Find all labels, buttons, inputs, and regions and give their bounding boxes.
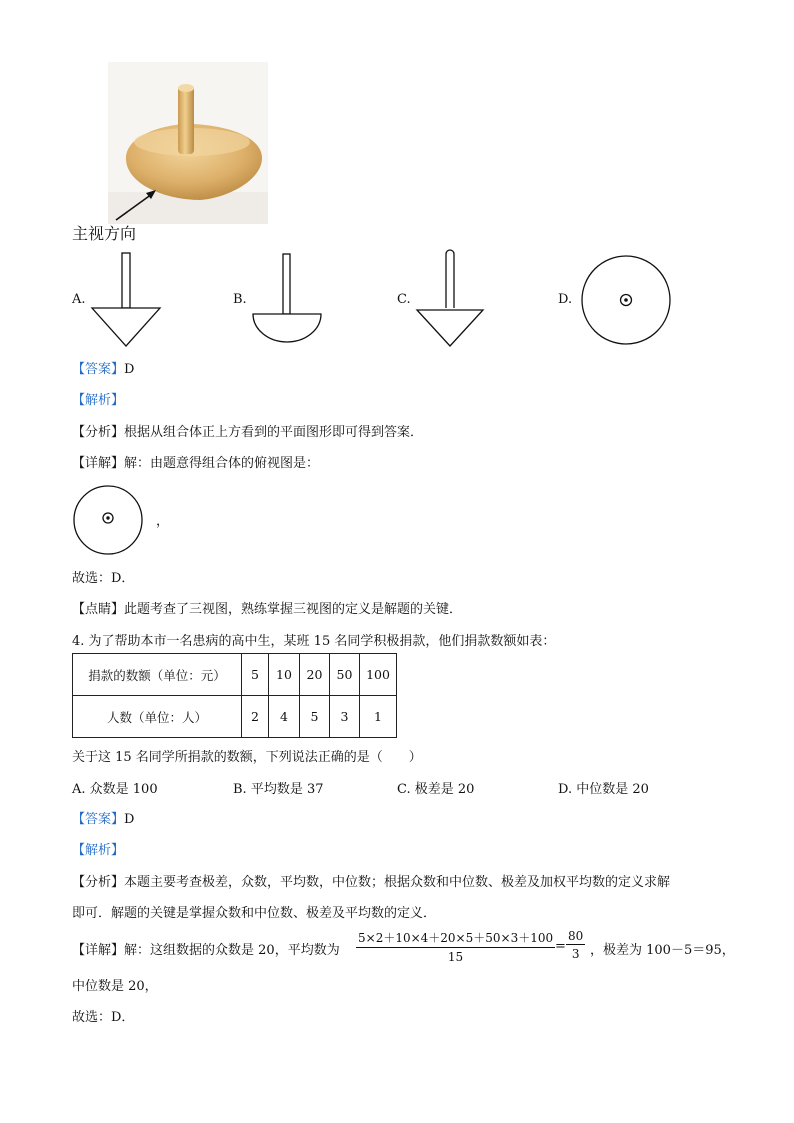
q4-answer-line [72, 808, 134, 827]
q3-fenxi-text: 根据从组合体正上方看到的平面图形即可得到答案． [124, 425, 424, 440]
q4-option-c: C. 极差是 20 [397, 782, 475, 797]
q4-option-b: B. 平均数是 37 [233, 782, 324, 797]
fenxi-tag: 【分析】 [72, 425, 125, 440]
range-text: ，极差为 100－5＝95， [590, 943, 735, 958]
xiangjie-tag: 【详解】 [72, 456, 125, 471]
view-direction-caption: 主视方向 [72, 224, 137, 243]
dianjing-tag: 【点睛】 [72, 602, 125, 617]
mean-numerator: 5×2＋10×4＋20×5＋50×3＋100 [356, 929, 555, 948]
fenxi-tag: 【分析】 [72, 875, 125, 890]
q4-fenxi-text-1: 本题主要考查极差，众数，平均数，中位数；根据众数和中位数、极差及加权平均数的定义求解 [124, 875, 671, 890]
q4-option-a: A. 众数是 100 [72, 782, 158, 797]
mean-denominator: 15 [447, 950, 464, 964]
answer-tag: 【答案】 [72, 812, 125, 827]
table-cell: 3 [330, 696, 360, 738]
analysis-tag: 【解析】 [72, 843, 125, 858]
table-cell: 50 [330, 654, 360, 696]
result-denominator: 3 [571, 947, 580, 961]
q3-fenxi-line [72, 421, 423, 440]
table-cell: 2 [242, 696, 269, 738]
option-a-figure [90, 250, 164, 350]
table-cell: 1 [360, 696, 397, 738]
table-cell: 20 [300, 654, 330, 696]
top-view-comma: ， [156, 514, 170, 529]
table-cell: 10 [269, 654, 300, 696]
q4-stem: 4. 为了帮助本市一名患病的高中生，某班 15 名同学积极捐款，他们捐款数额如表： [72, 634, 556, 649]
median-text: 中位数是 20， [72, 979, 158, 994]
q3-answer: D [124, 362, 135, 377]
table-cell: 5 [242, 654, 269, 696]
q4-xiangjie-text: 解：这组数据的众数是 20，平均数为 [124, 943, 340, 958]
mean-fraction [356, 929, 555, 964]
q4-choice: 故选：D． [72, 1010, 135, 1025]
q3-xiangjie-text: 解：由题意得组合体的俯视图是： [124, 456, 320, 471]
donation-table [72, 653, 397, 738]
option-d-figure [578, 254, 674, 348]
q4-answer: D [124, 812, 135, 827]
option-b-figure [250, 250, 324, 346]
table-cell: 100 [360, 654, 397, 696]
option-a-label: A. [72, 292, 86, 307]
q4-analysis-heading [72, 839, 124, 858]
q4-question: 关于这 15 名同学所捐款的数额，下列说法正确的是（ ） [72, 750, 422, 765]
q3-xiangjie-line [72, 452, 319, 471]
option-b-label: B. [233, 292, 247, 307]
equals-sign: = [555, 939, 566, 954]
xiangjie-tag: 【详解】 [72, 943, 125, 958]
q3-choice: 故选：D． [72, 571, 135, 586]
spinning-top-photo [108, 62, 268, 224]
answer-tag: 【答案】 [72, 362, 125, 377]
q3-analysis-heading [72, 389, 124, 408]
q4-fenxi-line2: 即可．解题的关键是掌握众数和中位数、极差及平均数的定义． [72, 906, 437, 921]
table-cell: 5 [300, 696, 330, 738]
top-view-figure [70, 484, 146, 556]
q4-xiangjie-line [72, 939, 340, 958]
analysis-tag: 【解析】 [72, 393, 125, 408]
q3-dianjing-line [72, 598, 462, 617]
table-row2-header: 人数（单位：人） [73, 696, 242, 738]
q4-option-d: D. 中位数是 20 [558, 782, 649, 797]
q3-answer-line [72, 358, 134, 377]
result-fraction [566, 929, 585, 961]
option-c-label: C. [397, 292, 411, 307]
result-numerator: 80 [568, 929, 584, 943]
table-row1-header: 捐款的数额（单位：元） [73, 654, 242, 696]
option-d-label: D. [558, 292, 573, 307]
q3-dianjing-text: 此题考查了三视图，熟练掌握三视图的定义是解题的关键． [124, 602, 463, 617]
q4-fenxi-line1 [72, 871, 670, 890]
option-c-figure [414, 248, 486, 350]
table-cell: 4 [269, 696, 300, 738]
